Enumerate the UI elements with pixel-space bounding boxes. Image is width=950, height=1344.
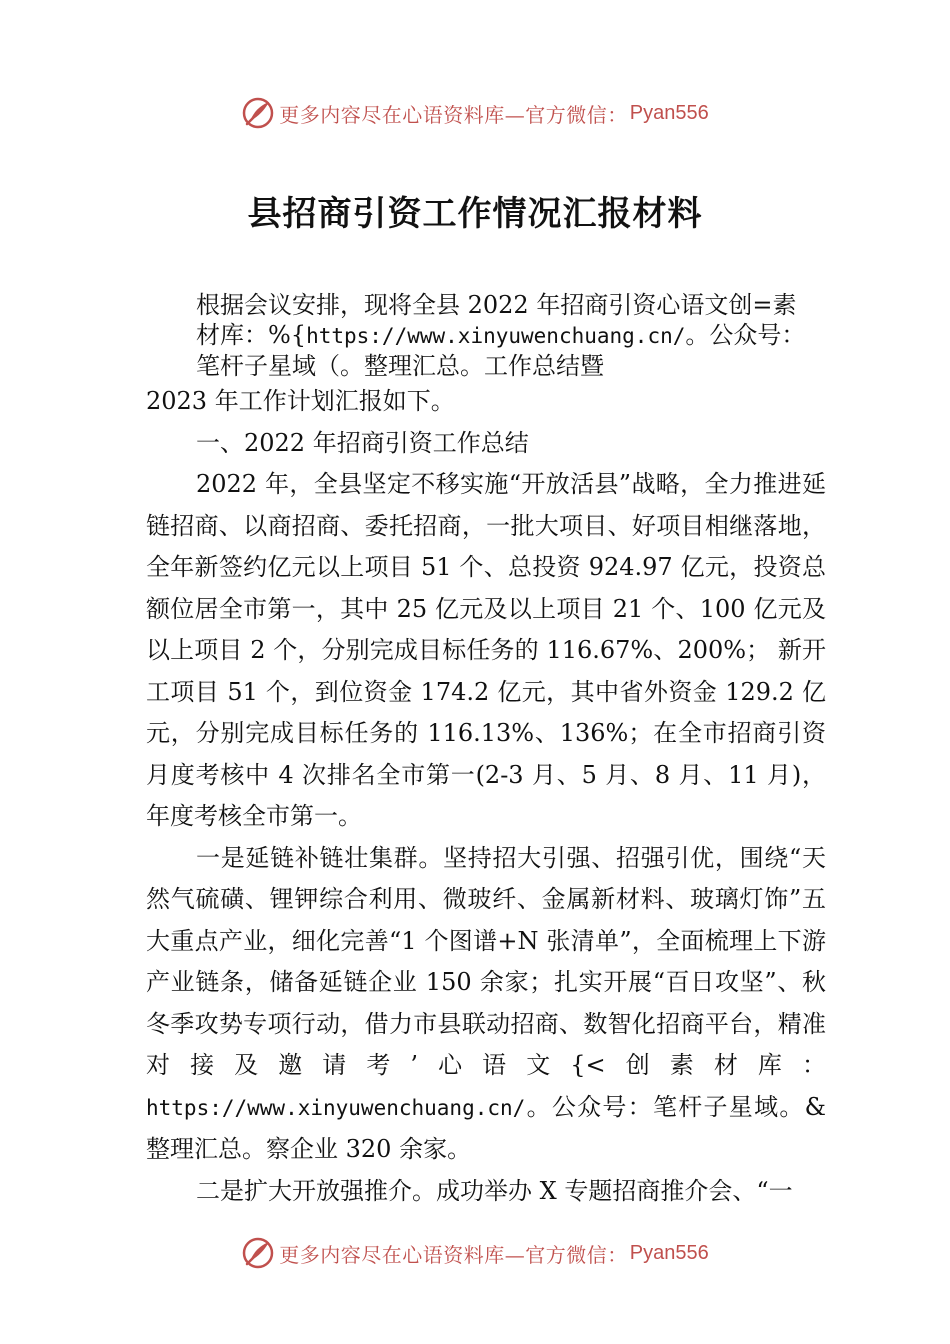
document-title: 县招商引资工作情况汇报材料	[247, 194, 703, 234]
summary-paragraph: 2022 年，全县坚定不移实施“开放活县”战略，全力推进延链招商、以商招商、委托招商，一批大项目、好项目相继落地，全年新签约亿元以上项目 51 个、总投资 924.97 亿元，投资总额位居全市第一，其中 25 亿元及以上项目 21 个、100 亿元及以上项目 2 个，分别完成目标任务的 116.67%、200%； 新开工项目 51 个，到位资金 174.2 亿元，其中省外资金 129.2 亿元，分别完成目标任务的 116.13%、136%；在全市招商引资月度考核中 4 次排名全市第一(2-3 月、5 月、8 月、11 月)， 年度考核全市第一。	[146, 470, 826, 830]
industry-chain-paragraph	[146, 838, 826, 1171]
industry-chain-text-end: 。公众号：笔杆子星域。&整理汇总。察企业 320 余家。	[146, 1092, 826, 1163]
industry-chain-url: https://www.xinyuwenchuang.cn/	[146, 1095, 526, 1120]
quill-logo-icon	[241, 1236, 275, 1270]
watermark-text: 更多内容尽在心语资料库—官方微信：	[279, 1242, 628, 1267]
intro-line-2a: 材库：%{	[196, 321, 307, 349]
intro-line-1: 根据会议安排，现将全县 2022 年招商引资心语文创=素	[196, 291, 797, 319]
intro-line-3: 笔杆子星域（。整理汇总。工作总结暨	[196, 352, 604, 380]
quill-logo-icon	[241, 96, 275, 130]
watermark-header	[0, 96, 950, 130]
intro-url: https://www.xinyuwenchuang.cn/	[306, 324, 686, 348]
watermark-handle: Pyan556	[629, 1241, 709, 1264]
intro-continuation: 2023 年工作计划汇报如下。	[146, 387, 455, 415]
industry-chain-text: 一是延链补链壮集群。坚持招大引强、招强引优，围绕“天然气硫磺、锂钾综合利用、微玻纤、金属新材料、玻璃灯饰”五大重点产业，细化完善“1 个图谱+N 张清单”，全面梳理上下游产业链条，储备延链企业 150 余家；扎实开展“百日攻坚”、秋冬季攻势专项行动，借力市县联动招商、数智化招商平台，精准对接及邀请考’心语文{<创素材库：	[146, 843, 826, 1079]
intro-paragraph	[196, 290, 826, 381]
intro-line-2b: 。公众号：	[685, 321, 806, 349]
watermark-footer	[0, 1236, 950, 1270]
watermark-text: 更多内容尽在心语资料库—官方微信：	[279, 102, 628, 127]
promotion-paragraph: 二是扩大开放强推介。成功举办 X 专题招商推介会、“一	[196, 1176, 793, 1205]
watermark-handle: Pyan556	[629, 101, 709, 124]
document-body	[146, 290, 826, 1212]
section-heading: 一、2022 年招商引资工作总结	[196, 428, 529, 457]
